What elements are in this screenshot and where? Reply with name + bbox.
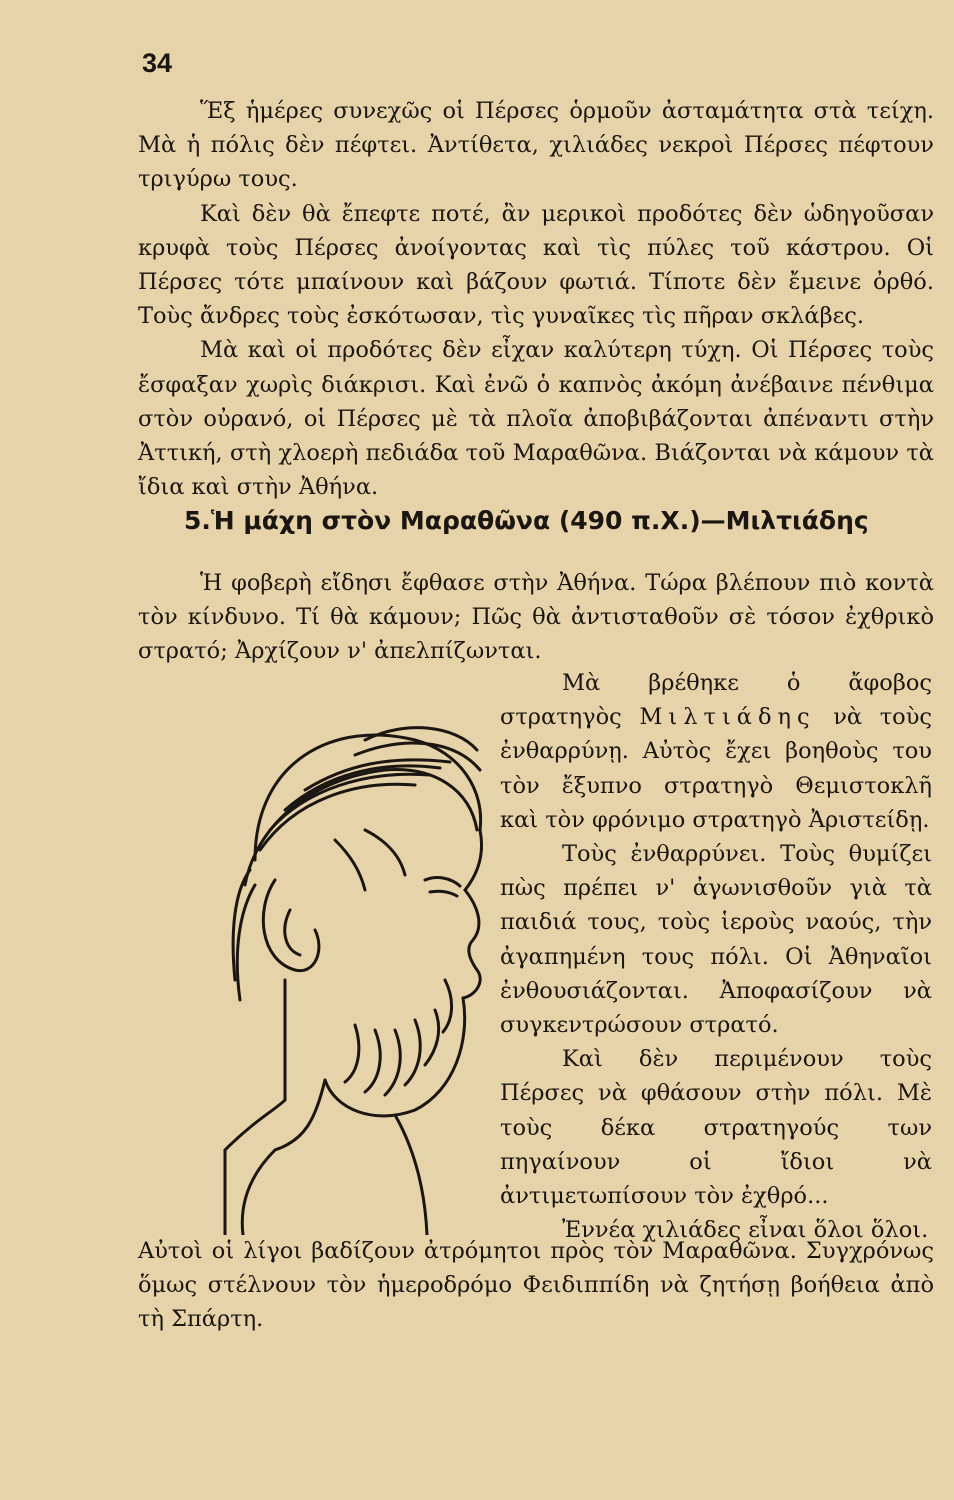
closing-text <box>138 1234 934 1337</box>
paragraph-generals: Καὶ δὲν περιμένουν τοὺς Πέρσες νὰ φθάσουν στὴν πόλι. Μὲ τοὺς δέκα στρατηγούς των πηγαίνουν οἱ ἴδιοι νὰ ἀντιμετωπίσουν τὸν ἐχθρό... <box>500 1046 932 1210</box>
paragraph-news: Ἡ φοβερὴ εἴδησι ἔφθασε στὴν Ἀθήνα. Τώρα βλέπουν πιὸ κοντὰ τὸν κίνδυνο. Τί θὰ κάμουν; Πῶς θὰ ἀντισταθοῦν σὲ τόσον ἐχθρικὸ στρατό; Ἀρχίζουν ν' ἀπελπίζωνται. <box>138 570 934 665</box>
page-number: 34 <box>142 48 173 78</box>
miltiades-intro: Μὰ βρέθηκε ὁ ἄφοβος στρατηγὸς <box>500 670 932 731</box>
section-heading: 5.Ἡ μάχη στὸν Μαραθῶνα (490 π.Χ.)—Μιλτιάδης <box>184 506 869 535</box>
miltiades-name: Μιλτιάδης <box>639 704 816 731</box>
paragraph-encouragement: Τοὺς ἐνθαρρύνει. Τοὺς θυμίζει πὼς πρέπει ν' ἀγωνισθοῦν γιὰ τὰ παιδιά τους, τοὺς ἱεροὺς ναούς, τὴν ἀγαπημένη τους πόλι. Οἱ Ἀθηναῖοι ἐνθουσιάζονται. Ἀποφασίζουν νὰ συγκεντρώσουν στρατό. <box>500 841 932 1039</box>
miltiades-rest: νὰ τοὺς ἐνθαρρύνῃ. Αὐτὸς ἔχει βοηθοὺς του τὸν ἔξυπνο στρατηγὸ Θεμιστοκλῆ καὶ τὸν φρόνιμο στρατηγὸ Ἀριστείδῃ. <box>500 704 932 833</box>
miltiades-column <box>500 666 932 1247</box>
miltiades-bust-illustration <box>215 680 490 1235</box>
news-text <box>138 566 934 669</box>
paragraph-pheidippides: Αὐτοὶ οἱ λίγοι βαδίζουν ἀτρόμητοι πρὸς τὸν Μαραθῶνα. Συγχρόνως ὅμως στέλνουν τὸν ἡμεροδρόμο Φειδιππίδη νὰ ζητήσῃ βοήθεια ἀπὸ τὴ Σπάρτη. <box>138 1238 934 1333</box>
paragraph-traitors: Καὶ δὲν θὰ ἔπεφτε ποτέ, ἂν μερικοὶ προδότες δὲν ὡδηγοῦσαν κρυφὰ τοὺς Πέρσες ἀνοίγοντας καὶ τὶς πύλες τοῦ κάστρου. Οἱ Πέρσες τότε μπαίνουν καὶ βάζουν φωτιά. Τίποτε δὲν ἔμεινε ὀρθό. Τοὺς ἄνδρες τοὺς ἐσκότωσαν, τὶς γυναῖκες τὶς πῆραν σκλάβες. <box>138 200 934 330</box>
paragraph-miltiades <box>500 666 932 837</box>
paragraph-persians-landing: Μὰ καὶ οἱ προδότες δὲν εἶχαν καλύτερη τύχη. Οἱ Πέρσες τοὺς ἔσφαξαν χωρὶς διάκρισι. Καὶ ἐνῶ ὁ καπνὸς ἀκόμη ἀνέβαινε πένθιμα στὸν οὐρανό, οἱ Πέρσες μὲ τὰ πλοῖα ἀποβιβάζονται ἀπέναντι στὴν Ἀττική, στὴ χλοερὴ πεδιάδα τοῦ Μαραθῶνα. Βιάζονται νὰ κάμουν τὰ ἴδια καὶ στὴν Ἀθήνα. <box>138 337 934 501</box>
helmeted-bust-icon <box>215 680 490 1235</box>
paragraph-siege: Ἕξ ἡμέρες συνεχῶς οἱ Πέρσες ὁρμοῦν ἀσταμάτητα στὰ τείχη. Μὰ ἡ πόλις δὲν πέφτει. Ἀντίθετα, χιλιάδες νεκροὶ Πέρσες πέφτουν τριγύρω τους. <box>138 98 934 193</box>
paragraph-nine-thousand: Ἐννέα χιλιάδες εἶναι ὅλοι ὅλοι. <box>562 1217 929 1244</box>
opening-text <box>138 94 934 504</box>
